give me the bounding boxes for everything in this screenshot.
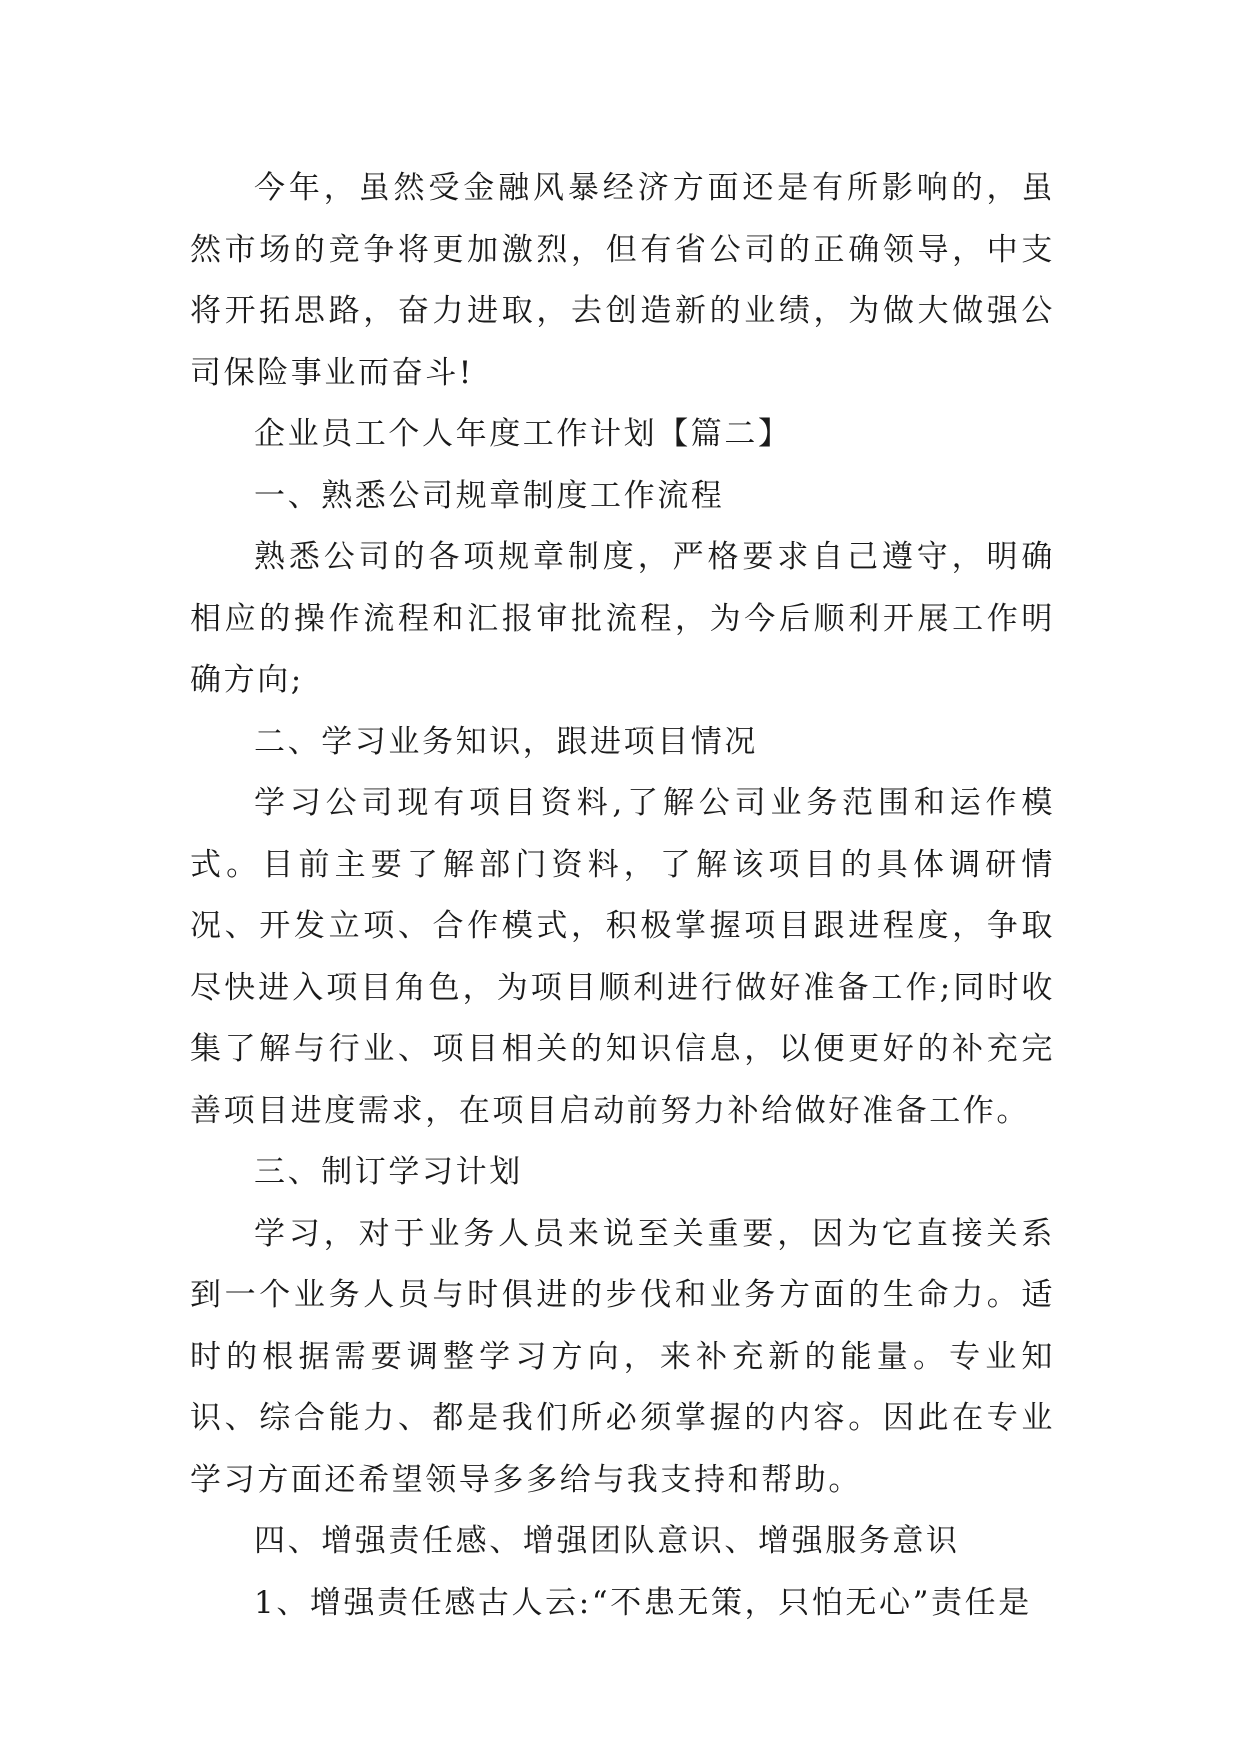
paragraph-responsibility: 1、增强责任感古人云:“不患无策，只怕无心”责任是 — [254, 1584, 1032, 1621]
heading-3-study-plan: 三、制订学习计划 — [254, 1154, 523, 1190]
heading-1-rules-and-workflow: 一、熟悉公司规章制度工作流程 — [254, 477, 725, 514]
heading-2-business-knowledge: 二、学习业务知识，跟进项目情况 — [254, 723, 758, 760]
paragraph-study-plan: 学习，对于业务人员来说至关重要，因为它直接关系到一个业务人员与时俱进的步伐和业务方面的生命力。适时的根据需要调整学习方向，来补充新的能量。专业知识、综合能力、都是我们所必须掌握的内容。因此在专业学习方面还希望领导多多给与我支持和帮助。 — [190, 1215, 1055, 1498]
paragraph-rules-and-workflow: 熟悉公司的各项规章制度，严格要求自己遵守，明确相应的操作流程和汇报审批流程，为今后顺利开展工作明确方向; — [190, 539, 1055, 698]
document-body — [190, 158, 1055, 1634]
paragraph-business-knowledge: 学习公司现有项目资料,了解公司业务范围和运作模式。目前主要了解部门资料，了解该项目的具体调研情况、开发立项、合作模式，积极掌握项目跟进程度，争取尽快进入项目角色，为项目顺利进行做好准备工作;同时收集了解与行业、项目相关的知识信息，以便更好的补充完善项目进度需求，在项目启动前努力补给做好准备工作。 — [190, 785, 1055, 1129]
section-title-part-two: 企业员工个人年度工作计划【篇二】 — [254, 416, 792, 452]
paragraph-closing-remarks: 今年，虽然受金融风暴经济方面还是有所影响的，虽然市场的竞争将更加激烈，但有省公司的正确领导，中支将开拓思路，奋力进取，去创造新的业绩，为做大做强公司保险事业而奋斗! — [190, 170, 1055, 391]
heading-4-responsibility-teamwork-service: 四、增强责任感、增强团队意识、增强服务意识 — [254, 1523, 960, 1559]
